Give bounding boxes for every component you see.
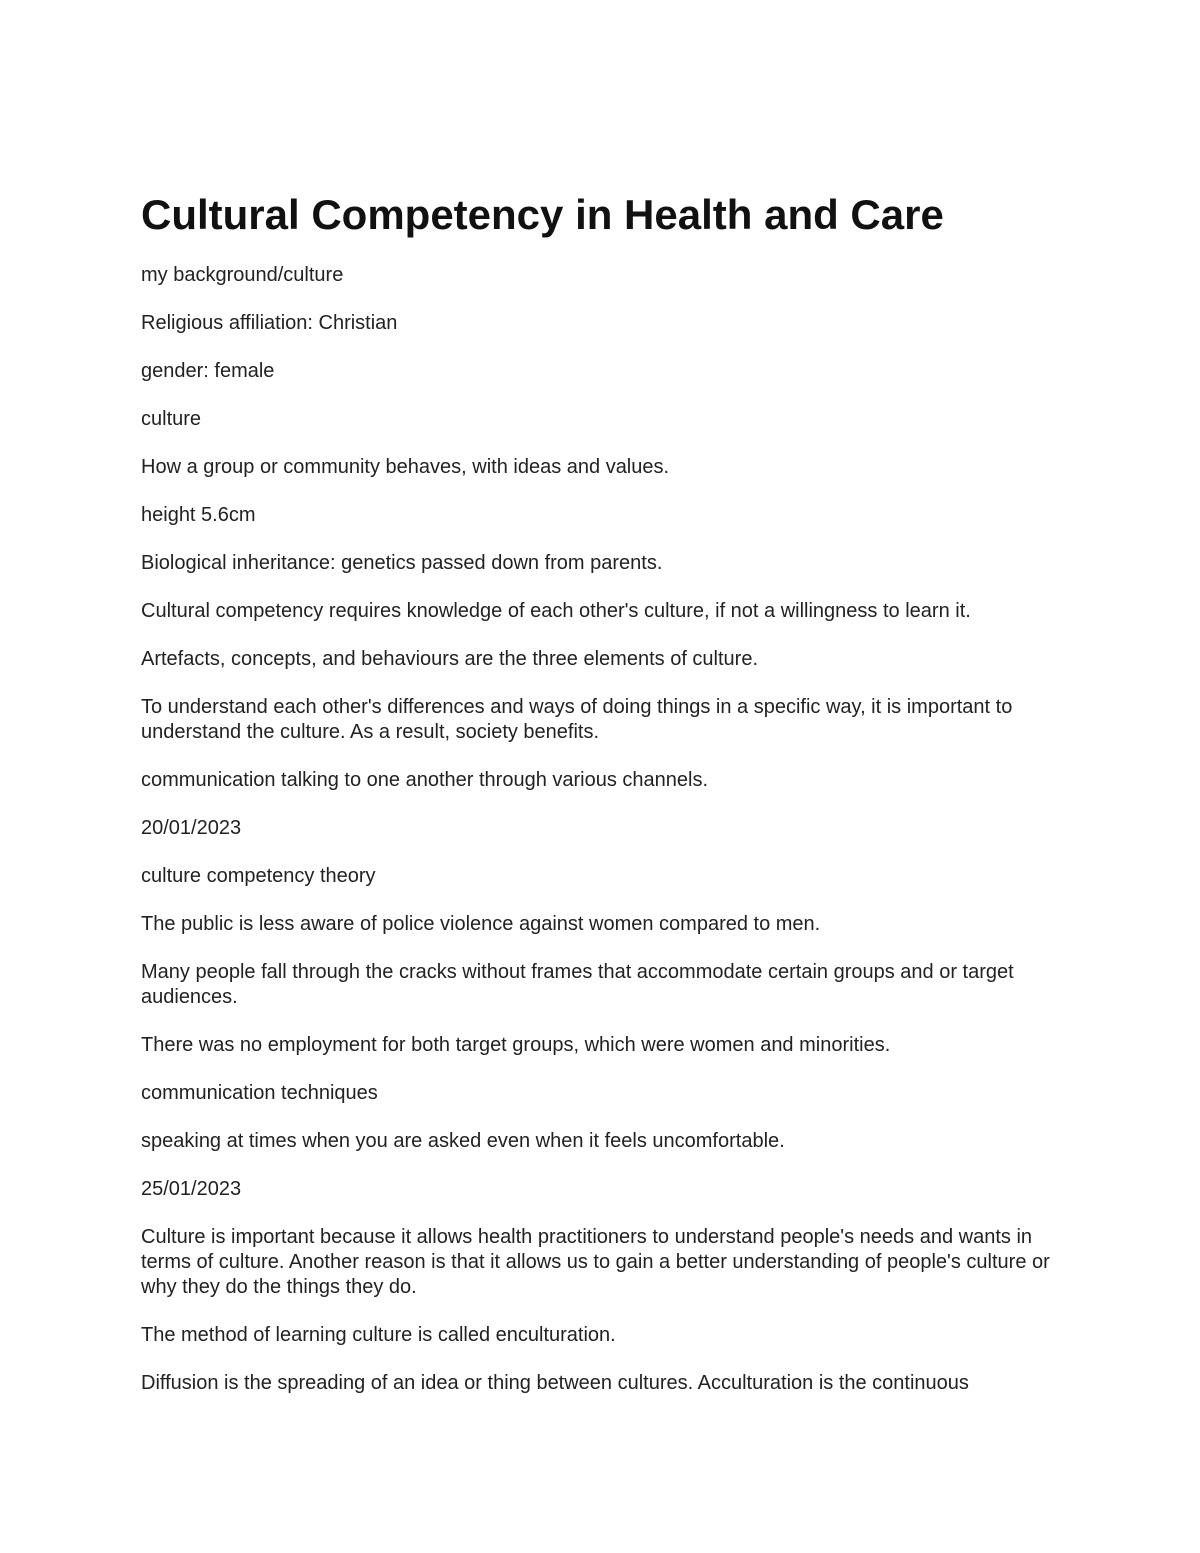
date-entry: 20/01/2023 (141, 817, 242, 839)
paragraph: my background/culture (141, 264, 344, 286)
paragraph: The public is less aware of police violence against women compared to men. (141, 913, 821, 935)
paragraph: There was no employment for both target groups, which were women and minorities. (141, 1034, 891, 1056)
paragraph: Many people fall through the cracks without frames that accommodate certain groups and or target audiences. (141, 961, 1014, 1008)
paragraph: To understand each other's differences and ways of doing things in a specific way, it is important to understand the culture. As a result, society benefits. (141, 696, 1013, 743)
paragraph: Biological inheritance: genetics passed down from parents. (141, 552, 663, 574)
paragraph: speaking at times when you are asked even when it feels uncomfortable. (141, 1130, 785, 1152)
paragraph: culture competency theory (141, 865, 376, 887)
paragraph: How a group or community behaves, with ideas and values. (141, 456, 670, 478)
paragraph: Diffusion is the spreading of an idea or thing between cultures. Acculturation is the continuous (141, 1372, 969, 1394)
paragraph: culture (141, 408, 202, 430)
paragraph: communication techniques (141, 1082, 378, 1104)
document-body (141, 188, 1071, 1419)
paragraph: Artefacts, concepts, and behaviours are the three elements of culture. (141, 648, 759, 670)
paragraph: Culture is important because it allows health practitioners to understand people's needs and wants in terms of culture. Another reason is that it allows us to gain a better understanding of people's culture or why they do the things they do. (141, 1226, 1050, 1298)
paragraph: Religious affiliation: Christian (141, 312, 398, 334)
date-entry: 25/01/2023 (141, 1178, 242, 1200)
paragraph: gender: female (141, 360, 275, 382)
document-title: Cultural Competency in Health and Care (141, 191, 944, 238)
paragraph: height 5.6cm (141, 504, 256, 526)
paragraph: communication talking to one another through various channels. (141, 769, 709, 791)
paragraph: Cultural competency requires knowledge of each other's culture, if not a willingness to learn it. (141, 600, 971, 622)
paragraph: The method of learning culture is called enculturation. (141, 1324, 616, 1346)
